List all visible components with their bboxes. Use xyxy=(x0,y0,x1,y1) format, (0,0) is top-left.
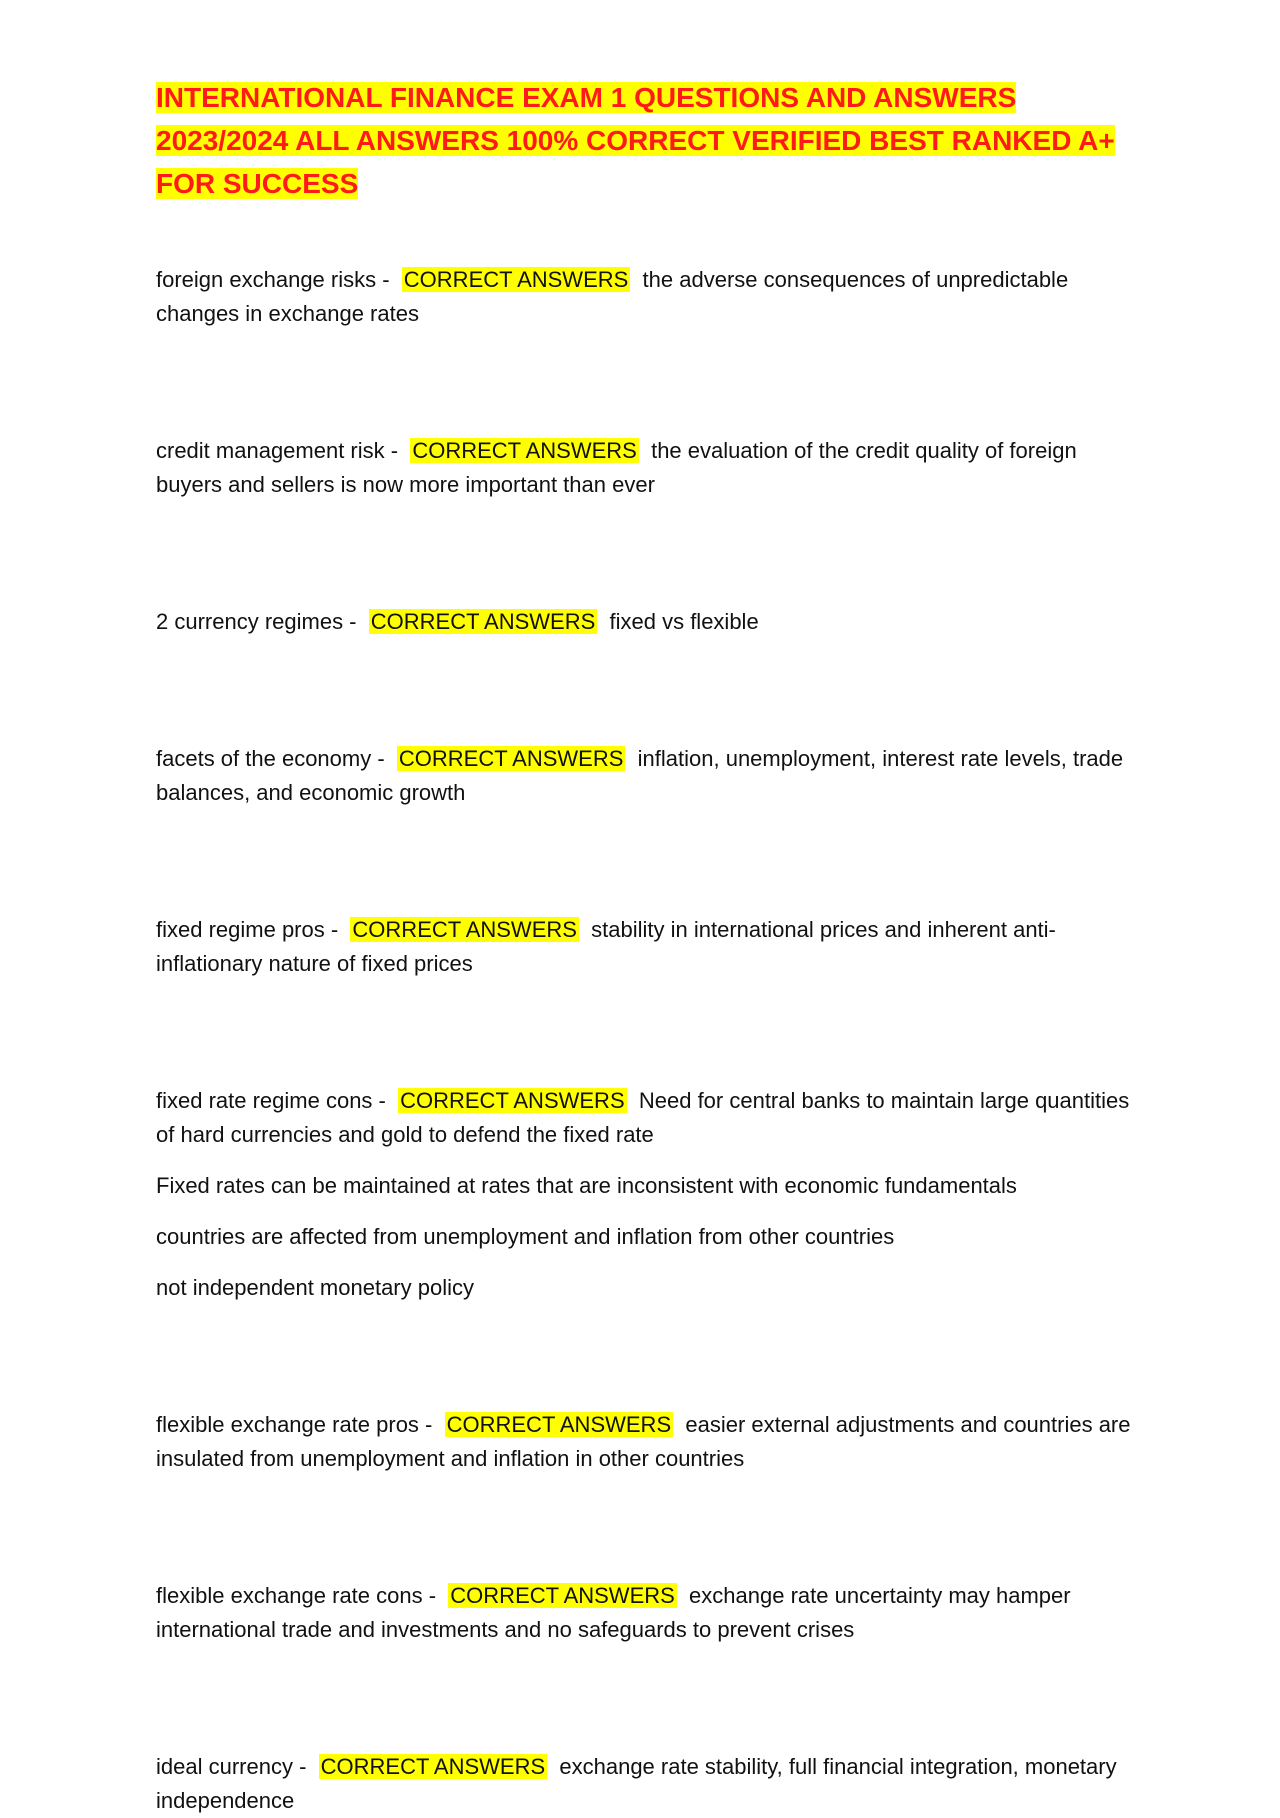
qa-term: flexible exchange rate cons - xyxy=(156,1583,437,1608)
qa-answer: easier external adjustments and countries are insulated from unemployment and inflation in other countries xyxy=(156,1412,1131,1471)
qa-term: fixed rate regime cons - xyxy=(156,1088,386,1113)
qa-answer: inflation, unemployment, interest rate levels, trade balances, and economic growth xyxy=(156,746,1124,805)
correct-answers-highlight: CORRECT ANSWERS xyxy=(370,609,596,634)
document-title xyxy=(156,76,1136,205)
qa-item xyxy=(156,605,1136,639)
qa-item xyxy=(156,1750,1136,1818)
qa-term: credit management risk - xyxy=(156,438,399,463)
qa-line xyxy=(156,263,1136,331)
qa-answer: fixed vs flexible xyxy=(609,609,759,634)
correct-answers-highlight: CORRECT ANSWERS xyxy=(403,267,629,292)
qa-answer: exchange rate stability, full financial integration, monetary independence xyxy=(156,1754,1117,1813)
correct-answers-highlight: CORRECT ANSWERS xyxy=(412,438,637,463)
correct-answers-highlight: CORRECT ANSWERS xyxy=(352,917,577,942)
qa-line xyxy=(156,1750,1136,1818)
qa-term: foreign exchange risks - xyxy=(156,267,390,292)
correct-answers-highlight: CORRECT ANSWERS xyxy=(450,1583,675,1608)
correct-answers-highlight: CORRECT ANSWERS xyxy=(446,1412,672,1437)
qa-answer: the adverse consequences of unpredictable changes in exchange rates xyxy=(156,267,1069,326)
qa-extra-line: Fixed rates can be maintained at rates that are inconsistent with economic fundamentals xyxy=(156,1173,1017,1198)
qa-line xyxy=(156,913,1136,981)
qa-line xyxy=(156,1084,1136,1152)
qa-line xyxy=(156,434,1136,502)
qa-extra-line: countries are affected from unemployment and inflation from other countries xyxy=(156,1224,895,1249)
qa-term: flexible exchange rate pros - xyxy=(156,1412,433,1437)
qa-item xyxy=(156,434,1136,502)
qa-item xyxy=(156,1579,1136,1647)
qa-answer: stability in international prices and inherent anti-inflationary nature of fixed prices xyxy=(156,917,1056,976)
qa-line xyxy=(156,1579,1136,1647)
document-title-text: INTERNATIONAL FINANCE EXAM 1 QUESTIONS AND ANSWERS 2023/2024 ALL ANSWERS 100% CORRECT VERIFIED BEST RANKED A+ FOR SUCCESS xyxy=(156,82,1115,199)
qa-term: fixed regime pros - xyxy=(156,917,339,942)
qa-line xyxy=(156,605,1136,639)
correct-answers-highlight: CORRECT ANSWERS xyxy=(398,746,624,771)
qa-answer: exchange rate uncertainty may hamper international trade and investments and no safeguards to prevent crises xyxy=(156,1583,1071,1642)
qa-answer: Need for central banks to maintain large quantities of hard currencies and gold to defend the fixed rate xyxy=(156,1088,1130,1147)
qa-extra-line: not independent monetary policy xyxy=(156,1275,474,1300)
correct-answers-highlight: CORRECT ANSWERS xyxy=(400,1088,625,1113)
qa-item xyxy=(156,1408,1136,1476)
qa-answer: the evaluation of the credit quality of foreign buyers and sellers is now more important than ever xyxy=(156,438,1077,497)
qa-term: 2 currency regimes - xyxy=(156,609,357,634)
qa-line xyxy=(156,1408,1136,1476)
qa-item xyxy=(156,263,1136,331)
qa-item xyxy=(156,1084,1136,1305)
qa-term: ideal currency - xyxy=(156,1754,307,1779)
correct-answers-highlight: CORRECT ANSWERS xyxy=(320,1754,546,1779)
qa-item xyxy=(156,742,1136,810)
qa-line xyxy=(156,742,1136,810)
qa-item xyxy=(156,913,1136,981)
qa-term: facets of the economy - xyxy=(156,746,385,771)
document-page xyxy=(156,76,1136,1818)
